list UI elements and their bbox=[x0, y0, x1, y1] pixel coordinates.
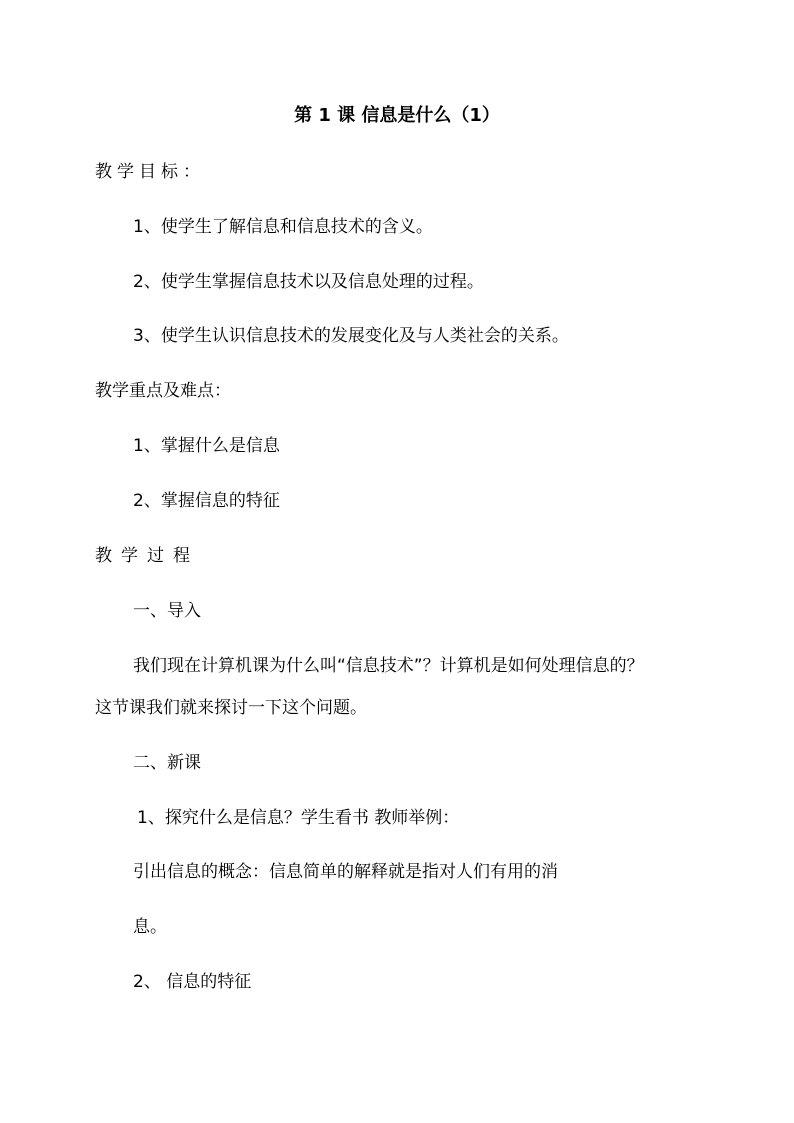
intro-text-line-2: 这节课我们就来探讨一下这个问题。 bbox=[95, 698, 367, 718]
key-point-item-2: 2、掌握信息的特征 bbox=[133, 491, 280, 511]
objectives-heading: 教学目标： bbox=[95, 162, 205, 182]
key-points-heading: 教学重点及难点： bbox=[95, 381, 231, 401]
objective-item-1: 1、使学生了解信息和信息技术的含义。 bbox=[133, 217, 433, 237]
new-lesson-heading: 二、新课 bbox=[133, 753, 201, 773]
objective-item-3: 3、使学生认识信息技术的发展变化及与人类社会的关系。 bbox=[133, 326, 569, 346]
new-lesson-item-2: 2、 信息的特征 bbox=[133, 972, 252, 992]
process-heading: 教学过程 bbox=[95, 546, 199, 566]
intro-text-line-1: 我们现在计算机课为什么叫“信息技术”？计算机是如何处理信息的？ bbox=[133, 656, 644, 676]
concept-line-1: 引出信息的概念：信息简单的解释就是指对人们有用的消 bbox=[133, 862, 558, 882]
concept-line-2: 息。 bbox=[133, 917, 167, 937]
key-point-item-1: 1、掌握什么是信息 bbox=[133, 436, 280, 456]
new-lesson-item-1: 1、探究什么是信息？学生看书 教师举例： bbox=[137, 808, 460, 828]
lesson-title: 第 1 课 信息是什么（1） bbox=[294, 105, 500, 126]
intro-heading: 一、导入 bbox=[133, 601, 201, 621]
objective-item-2: 2、使学生掌握信息技术以及信息处理的过程。 bbox=[133, 272, 484, 292]
